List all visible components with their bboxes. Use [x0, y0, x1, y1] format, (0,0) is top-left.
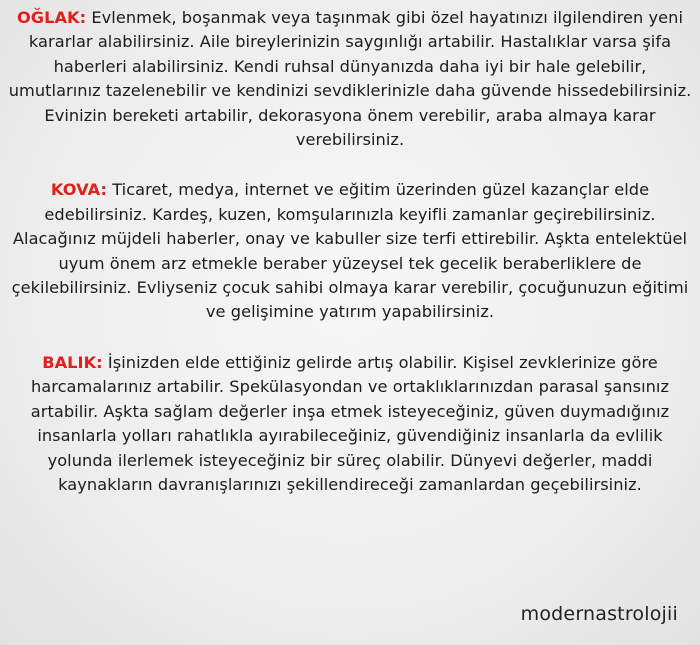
sign-text-balik: İşinizden elde ettiğiniz gelirde artış olabilir. Kişisel zevklerinize göre harcamalarınız artabilir. Spekülasyondan ve ortaklıklarınızdan parasal şansınız artabilir. Aşkta sağlam değerler inşa etmek isteyeceğiniz, güven duymadığınız insanlarla yolları rahatlıkla ayırabileceğiniz, güvendiğiniz insanlarla da evlilik yolunda ilerlemek isteyeceğiniz bir süreç olabilir. Dünyevi değerler, maddi kaynakların davranışlarınızı şekillendireceği zamanlardan geçebilirsiniz. [30, 352, 670, 494]
brand-watermark: modernastrolojii [520, 603, 678, 625]
sign-paragraph-kova [8, 178, 692, 324]
sign-paragraph-balik [8, 351, 692, 497]
horoscope-content [8, 6, 692, 523]
sign-name-balik: BALIK: [42, 352, 103, 372]
sign-name-oglak: OĞLAK: [16, 8, 87, 27]
sign-paragraph-oglak [8, 6, 692, 152]
sign-name-kova: KOVA: [50, 180, 108, 200]
sign-text-oglak: Evlenmek, boşanmak veya taşınmak gibi özel hayatınızı ilgilendiren yeni kararlar alabilirsiniz. Aile bireylerinizin saygınlığı artabilir. Hastalıklar varsa şifa haberleri alabilirsiniz. Kendi ruhsal dünyanızda daha iyi bir hale gelebilir, umutlarınız tazelenebilir ve kendinizi sevdiklerinizle daha güvende hissedebilirsiniz. Evinizin bereketi artabilir, dekorasyona önem verebilir, araba almaya karar verebilirsiniz. [8, 8, 692, 150]
sign-text-kova: Ticaret, medya, internet ve eğitim üzerinden güzel kazançlar elde edebilirsiniz. Kardeş, kuzen, komşularınızla keyifli zamanlar geçirebilirsiniz. Alacağınız müjdeli haberler, onay ve kabuller size terfi ettirebilir. Aşkta entelektüel uyum önem arz etmekle beraber yüzeysel tek gecelik beraberliklere de çekilebilirsiniz. Evliyseniz çocuk sahibi olmaya karar verebilir, çocuğunuzun eğitimi ve gelişimine yatırım yapabilirsiniz. [11, 180, 689, 322]
